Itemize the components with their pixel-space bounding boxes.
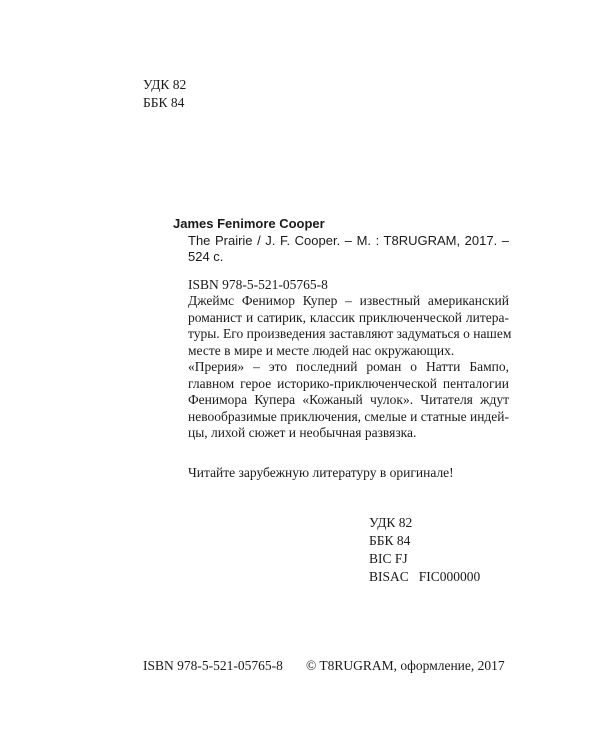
author-name: James Fenimore Cooper [173, 216, 325, 231]
annotation-line: туры. Его произведения заставляют задуматься о нашем [188, 326, 512, 341]
bisac-code: FIC000000 [418, 569, 481, 584]
footer-isbn: ISBN 978-5-521-05765-8 [143, 658, 283, 673]
bic-code: BIC FJ [369, 551, 408, 566]
description-line: главном герое историко-приключенческой пенталогии [188, 375, 509, 391]
annotation-line: Джеймс Фенимор Купер – известный американский [188, 293, 509, 308]
description-paragraph [173, 359, 509, 442]
bisac-label: BISAC [369, 569, 409, 584]
annotation-line: месте в мире и месте людей нас окружающих. [188, 342, 455, 358]
annotation-paragraph [173, 293, 512, 359]
tagline: Читайте зарубежную литературу в оригинале! [188, 464, 454, 480]
description-line: Фенимора Купера «Кожаный чулок». Читателя ждут [188, 392, 509, 407]
isbn-number: ISBN 978-5-521-05765-8 [188, 276, 328, 292]
description-line: цы, лихой сюжет и необычная развязка. [188, 425, 417, 440]
classification-codes-bottom [369, 514, 480, 586]
udk-code: УДК 82 [143, 77, 187, 92]
classification-codes-top [143, 76, 186, 112]
description-line: невообразимые приключения, смелые и статные индей- [188, 408, 509, 424]
bbk-code: ББК 84 [143, 95, 185, 110]
bisac-line [369, 568, 480, 586]
copyright-notice: © T8RUGRAM, оформление, 2017 [306, 658, 505, 673]
description-line: «Прерия» – это последний роман о Натти Бампо, [188, 359, 509, 374]
udk-code: УДК 82 [369, 515, 413, 530]
bibliographic-pages-line: 524 с. [188, 249, 224, 264]
bibliographic-title-line: The Prairie / J. F. Cooper. – M. : T8RUGRAM, 2017. – [188, 232, 509, 248]
annotation-line: романист и сатирик, классик приключенческой литера- [188, 309, 509, 325]
catalog-record [173, 216, 512, 481]
bbk-code: ББК 84 [369, 533, 411, 548]
